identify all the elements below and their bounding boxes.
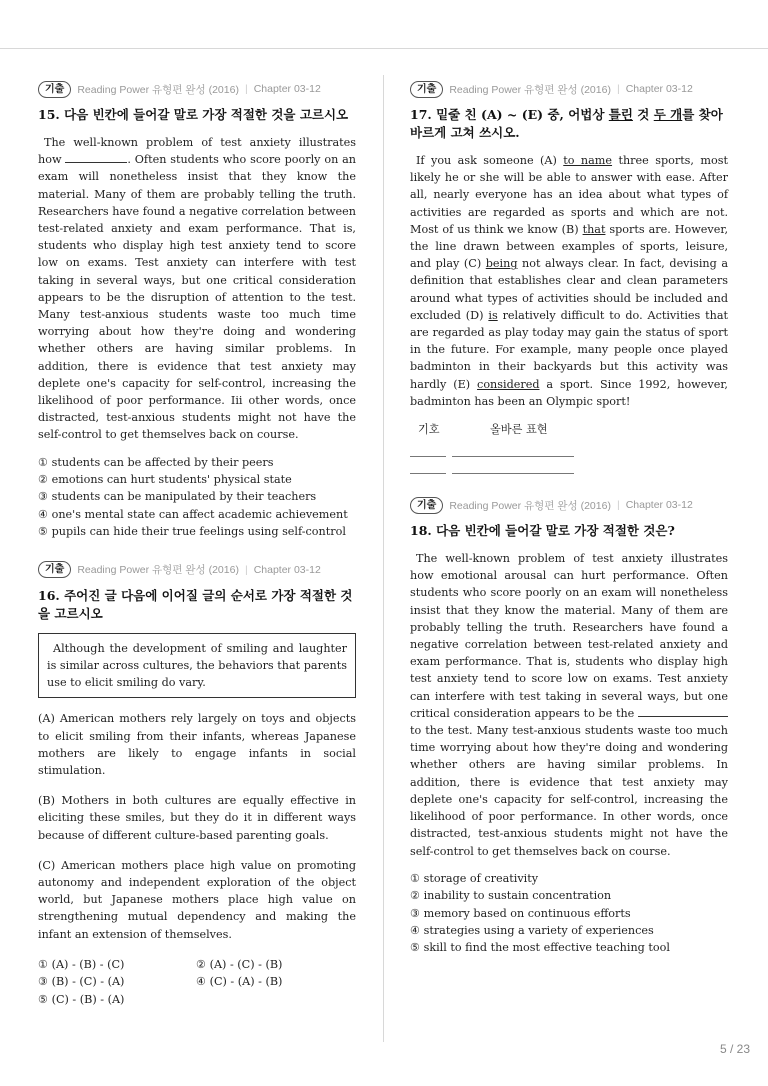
choice-2[interactable]: ② inability to sustain concentration [410,889,612,903]
passage-text: not always clear. In fact, devising a definition that establishes clear and clean parameters around what types of activities should be included and excluded (D) [410,257,728,322]
meta-separator: | [616,499,620,512]
passage-text: a sport. Since 1992, however, badminton has been an Olympic sport! [410,377,728,408]
question-15 [38,80,356,541]
exam-badge: 기출 [38,561,71,578]
choice-5[interactable]: ⑤ skill to find the most effective teaching tool [410,941,670,955]
answer-choices [38,454,356,541]
paragraph-c: (C) American mothers place high value on promoting autonomy and independent exploration of the object world, but Japanese mothers place high value on strengthening mutual dependency and making the infant an extension of themselves. [38,858,356,941]
passage-text: If you ask someone (A) [416,154,564,167]
answer-choices [410,870,728,957]
answer-table [410,420,728,474]
chapter-label: Chapter 03-12 [253,83,321,95]
choice-1[interactable]: ① students can be affected by their peers [38,455,274,469]
left-column [38,80,356,1008]
title-underline-wrong: 틀린 [608,107,633,122]
question-title: 18. 다음 빈칸에 들어갈 말로 가장 적절한 것은? [410,523,675,539]
choice-2[interactable]: ② (A) - (C) - (B) [196,957,283,971]
passage-part-a: The well-known problem of test anxiety illustrates how [38,136,356,167]
right-column [410,80,728,957]
source-label: Reading Power 유형편 완성 (2016) [77,564,239,577]
answer-blank [638,705,728,717]
question-meta [38,561,356,579]
meta-separator: | [616,83,620,95]
answer-table-header [410,420,728,440]
passage-text: relatively difficult to do. Activities that are regarded as play today may gain the status of sport in the future. For example, many people once played badminton in their backyards but this activity was hardly (E) [410,308,728,391]
meta-separator: | [244,563,248,576]
answer-row-2 [410,461,728,474]
title-underline-two: 두 개 [653,107,683,122]
header-symbol: 기호 [418,423,440,437]
passage-text: sports are. However, the line drawn between examples of sports, leisure, and play (C) [410,222,729,271]
underlined-b: that [582,222,606,236]
choice-5[interactable]: ⑤ pupils can hide their true feelings using self-control [38,525,346,539]
choice-2[interactable]: ② emotions can hurt students' physical state [38,473,292,487]
question-passage [410,152,728,410]
source-label: Reading Power 유형편 완성 (2016) [449,499,611,512]
source-label: Reading Power 유형편 완성 (2016) [449,83,611,96]
question-title [410,106,728,142]
question-16 [38,561,356,1008]
passage-part-b: to the test. Many test-anxious students waste too much time worrying about how they're doing and wondering whether others are having similar problems. In addition, there is evidence that test anxiety may deplete one's capacity for self-control, increasing the likelihood of poor performance. In other words, once distracted, test-anxious students might not have the self-control to get themselves back on course. [410,724,728,858]
page-number: 5 / 23 [719,1042,750,1056]
chapter-label: Chapter 03-12 [625,83,693,95]
exam-badge: 기출 [410,81,443,98]
answer-blank [65,151,127,163]
title-text: 를 찾아 바르게 고쳐 쓰시오. [410,107,723,140]
question-17 [410,80,728,474]
choice-5[interactable]: ⑤ (C) - (B) - (A) [38,992,125,1006]
chapter-label: Chapter 03-12 [253,563,321,576]
exam-badge: 기출 [38,81,71,98]
correction-field-1[interactable] [452,444,574,457]
answer-row-1 [410,444,728,457]
underlined-a: to name [563,154,613,167]
choice-4[interactable]: ④ one's mental state can affect academic achievement [38,507,348,521]
question-passage [38,134,356,444]
underlined-d: is [488,308,498,322]
paragraph-a: (A) American mothers rely largely on toys and objects to elicit smiling from their infants, whereas Japanese mothers are likely to engage infants in social stimulation. [38,712,356,777]
passage-text: three sports, most likely he or she will be able to answer with ease. After all, nearly everyone has an idea about what types of activities are regarded as sports and which are not. Most of us think we know (B) [410,154,728,236]
header-correct-expression: 올바른 표현 [490,423,548,437]
symbol-field-1[interactable] [410,444,446,457]
choice-3[interactable]: ③ memory based on continuous efforts [410,906,631,920]
correction-field-2[interactable] [452,461,574,474]
question-passage [410,550,728,860]
question-meta [410,496,728,514]
answer-choices [38,956,356,1008]
column-divider [383,75,384,1042]
question-18 [410,496,728,957]
choice-1[interactable]: ① storage of creativity [410,871,539,885]
passage-part-b: . Often students who score poorly on an exam will nonetheless insist that they know the material. Many of them are probably telling the truth. Researchers have found a negative correlation between test-related anxiety and exam performance. That is, students who display high test anxiety tend to score low on exams. Test anxiety can interfere with test taking in several ways, but one critical consideration appears to be the disruption of attention to the test. Many test-anxious students waste too much time worrying about how they're doing and wondering whether others are having similar problems. In addition, there is evidence that test anxiety may deplete one's capacity for self-control, increasing the likelihood of poor performance. Iii other words, once distracted, test-anxious students might not have the self-control to get themselves back on course. [38,153,356,442]
choice-4[interactable]: ④ strategies using a variety of experiences [410,923,654,937]
title-text: 17. 밑줄 친 (A) ~ (E) 중, 어법상 [410,107,609,122]
given-sentence-box [38,633,356,699]
meta-separator: | [244,83,248,95]
question-title: 15. 다음 빈칸에 들어갈 말로 가장 적절한 것을 고르시오 [38,107,349,122]
choice-3[interactable]: ③ students can be manipulated by their teachers [38,490,317,504]
passage-part-a: The well-known problem of test anxiety illustrates how emotional arousal can hurt performance. Often students who score poorly on an exam will nonetheless insist that they know the material. Many of them are probably telling the truth. Researchers have found a negative correlation between test-related anxiety and exam performance. That is, students who display high test anxiety tend to score low on exams. Test anxiety can interfere with test taking in several ways, but one critical consideration appears to be the [410,552,728,720]
header-rule [0,48,768,49]
underlined-e: considered [477,377,540,391]
question-meta [38,80,356,98]
paragraph-b: (B) Mothers in both cultures are equally effective in eliciting these smiles, but they do it in different ways because of different culture-based parenting goals. [38,794,356,842]
choice-4[interactable]: ④ (C) - (A) - (B) [196,975,283,989]
source-label: Reading Power 유형편 완성 (2016) [77,83,239,96]
chapter-label: Chapter 03-12 [625,499,693,512]
title-text: 것 [632,107,654,122]
exam-badge: 기출 [410,497,443,514]
choice-1[interactable]: ① (A) - (B) - (C) [38,957,125,971]
question-meta [410,80,728,98]
underlined-c: being [485,257,518,271]
symbol-field-2[interactable] [410,461,446,474]
choice-3[interactable]: ③ (B) - (C) - (A) [38,975,125,989]
given-sentence: Although the development of smiling and laughter is similar across cultures, the behaviors that parents use to elicit smiling do vary. [47,641,347,690]
question-title: 16. 주어진 글 다음에 이어질 글의 순서로 가장 적절한 것을 고르시오 [38,587,353,621]
